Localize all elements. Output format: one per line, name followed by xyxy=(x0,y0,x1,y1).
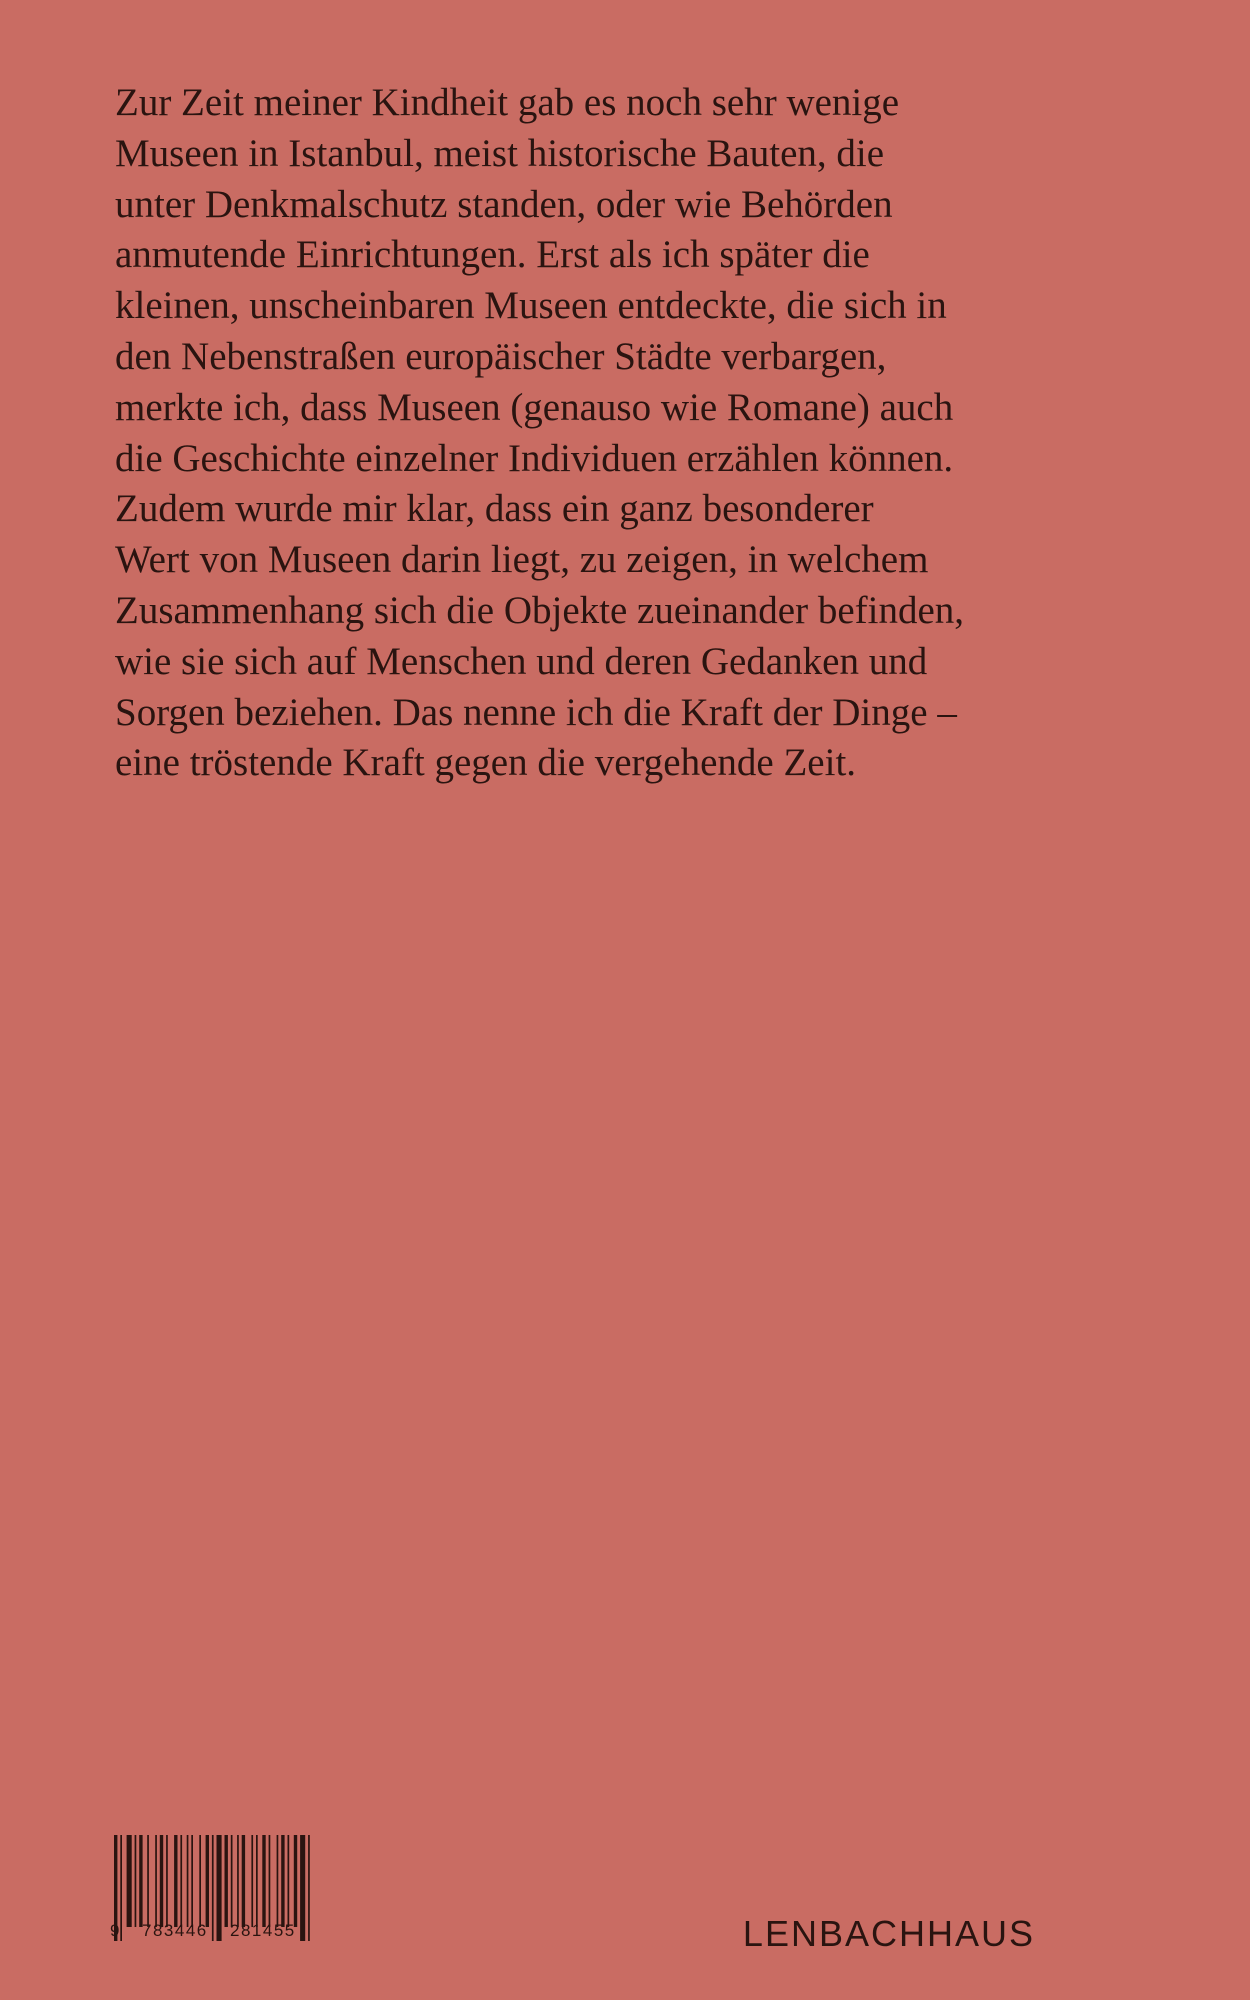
blurb-line: die Geschichte einzelner Individuen erzählen können. xyxy=(115,436,954,480)
barcode-bar xyxy=(294,1835,297,1927)
isbn-right-group: 281455 xyxy=(230,1921,296,1940)
barcode-bar xyxy=(277,1835,279,1927)
barcode-bar xyxy=(262,1835,265,1927)
barcode-bar xyxy=(127,1835,132,1927)
barcode-bar xyxy=(199,1835,201,1927)
barcode-bar xyxy=(187,1835,189,1927)
barcode-bar xyxy=(237,1835,239,1927)
blurb-line: Zur Zeit meiner Kindheit gab es noch sehr wenige xyxy=(115,81,900,124)
blurb-line: Zudem wurde mir klar, dass ein ganz besonderer xyxy=(115,487,874,531)
blurb-line: kleinen, unscheinbaren Museen entdeckte, die sich in xyxy=(115,284,947,328)
barcode-bar xyxy=(206,1835,209,1927)
barcode-bar xyxy=(288,1835,290,1927)
barcode-bar xyxy=(225,1835,228,1927)
barcode-bar xyxy=(166,1835,168,1927)
barcode-bar xyxy=(269,1835,271,1927)
publisher-logo: LENBACHHAUS xyxy=(742,1913,1035,1954)
blurb-line: Zusammenhang sich die Objekte zueinander befinden, xyxy=(115,588,965,632)
barcode-bar xyxy=(180,1835,182,1927)
barcode-bar xyxy=(147,1835,149,1927)
blurb-line: anmutende Einrichtungen. Erst als ich später die xyxy=(115,233,870,277)
blurb-line: unter Denkmalschutz standen, oder wie Behörden xyxy=(115,182,893,226)
isbn-left-group: 783446 xyxy=(142,1921,208,1940)
blurb-line: den Nebenstraßen europäischer Städte verbargen, xyxy=(115,334,887,378)
barcode-bar xyxy=(281,1835,284,1927)
barcode-bar xyxy=(242,1835,245,1927)
blurb-text xyxy=(115,78,1115,789)
blurb-line: Wert von Museen darin liegt, zu zeigen, in welchem xyxy=(115,538,929,582)
barcode-bar xyxy=(251,1835,253,1927)
barcode-bar xyxy=(300,1835,305,1941)
barcode-bar xyxy=(256,1835,258,1927)
isbn-prefix-digit: 9 xyxy=(110,1921,121,1940)
blurb-line: eine tröstende Kraft gegen die vergehende Zeit. xyxy=(115,741,857,785)
barcode-bar xyxy=(155,1835,157,1927)
blurb-line: Museen in Istanbul, meist historische Bauten, die xyxy=(115,131,885,175)
blurb-line: Sorgen beziehen. Das nenne ich die Kraft der Dinge – xyxy=(115,690,957,734)
barcode-bar xyxy=(217,1835,222,1941)
blurb-line: wie sie sich auf Menschen und deren Gedanken und xyxy=(115,639,928,683)
barcode-bar xyxy=(135,1835,137,1927)
barcode-bar xyxy=(139,1835,142,1927)
barcode-bar xyxy=(212,1835,214,1941)
blurb-line: merkte ich, dass Museen (genauso wie Romane) auch xyxy=(115,385,954,429)
barcode-bar xyxy=(308,1835,310,1941)
barcode-bar xyxy=(160,1835,163,1927)
barcode-bar xyxy=(174,1835,177,1927)
barcode-bar xyxy=(231,1835,233,1927)
barcode-bar xyxy=(191,1835,193,1927)
